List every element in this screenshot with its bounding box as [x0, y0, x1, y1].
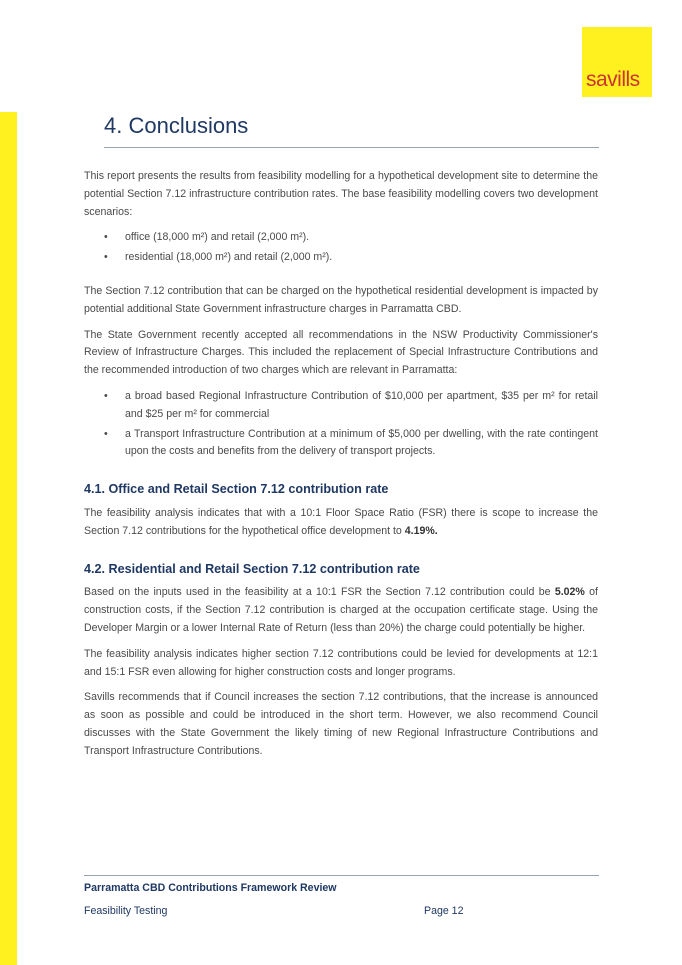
section-heading-4-2: 4.2. Residential and Retail Section 7.12 contribution rate — [84, 561, 420, 576]
section-1-paragraph — [84, 505, 598, 541]
section-2-paragraph-2: The feasibility analysis indicates higher section 7.12 contributions could be levied for developments at 12:1 and 15:1 FSR even allowing for higher construction costs and longer programs. — [84, 647, 598, 678]
page-heading: 4. Conclusions — [104, 113, 599, 148]
scenario-list — [84, 229, 598, 267]
section-2-text-end: of construction costs, if the Section 7.12 contribution is charged at the occupation certificate stage. Using the Developer Margin or a lower Internal Rate of Return (less than 20%) the charge could potentially be higher. — [84, 586, 598, 634]
charge-item: • a broad based Regional Infrastructure Contribution of $10,000 per apartment, $35 per m² for retail and $25 per m² for commercial — [84, 388, 598, 424]
footer-section: Feasibility Testing — [84, 905, 168, 917]
scenario-item: • office (18,000 m²) and retail (2,000 m²). — [84, 229, 598, 247]
intro-paragraph-2: The Section 7.12 contribution that can be charged on the hypothetical residential development is impacted by potential additional State Government infrastructure charges in Parramatta CBD. — [84, 284, 598, 315]
charge-item: • a Transport Infrastructure Contribution at a minimum of $5,000 per dwelling, with the rate contingent upon the costs and benefits from the delivery of transport projects. — [84, 426, 598, 462]
footer-page-number: Page 12 — [424, 905, 464, 917]
section-2-paragraph-3: Savills recommends that if Council increases the section 7.12 contributions, that the increase is announced as soon as possible and could be introduced in the short term. However, we also recommend Council discusses with the State Government the likely timing of new Regional Infrastructure Contributions and Transport Infrastructure Contributions. — [84, 691, 598, 757]
charges-list — [84, 388, 598, 461]
footer-title: Parramatta CBD Contributions Framework Review — [84, 882, 337, 894]
intro-paragraph-1: This report presents the results from feasibility modelling for a hypothetical development site to determine the potential Section 7.12 infrastructure contribution rates. The base feasibility modelling covers two development scenarios: — [84, 170, 598, 218]
section-2-paragraph-1 — [84, 584, 598, 637]
scenario-item: • residential (18,000 m²) and retail (2,000 m²). — [84, 249, 598, 267]
side-accent-bar — [0, 112, 17, 965]
section-1-text: The feasibility analysis indicates that with a 10:1 Floor Space Ratio (FSR) there is scope to increase the Section 7.12 contributions for the hypothetical office development to — [84, 506, 598, 537]
document-body — [84, 168, 598, 769]
footer-divider — [84, 875, 599, 876]
savills-logo — [582, 27, 652, 97]
intro-paragraph-3: The State Government recently accepted all recommendations in the NSW Productivity Commissioner's Review of Infrastructure Charges. This included the replacement of Special Infrastructure Contributions and the recommended introduction of two charges which are relevant in Parramatta: — [84, 328, 598, 377]
logo-text: savills — [586, 68, 640, 91]
residential-rate-value: 5.02% — [554, 586, 585, 599]
office-rate-value: 4.19%. — [404, 524, 438, 537]
section-2-text-start: Based on the inputs used in the feasibility at a 10:1 FSR the Section 7.12 contribution could be — [84, 586, 555, 599]
section-heading-4-1: 4.1. Office and Retail Section 7.12 contribution rate — [84, 482, 389, 497]
